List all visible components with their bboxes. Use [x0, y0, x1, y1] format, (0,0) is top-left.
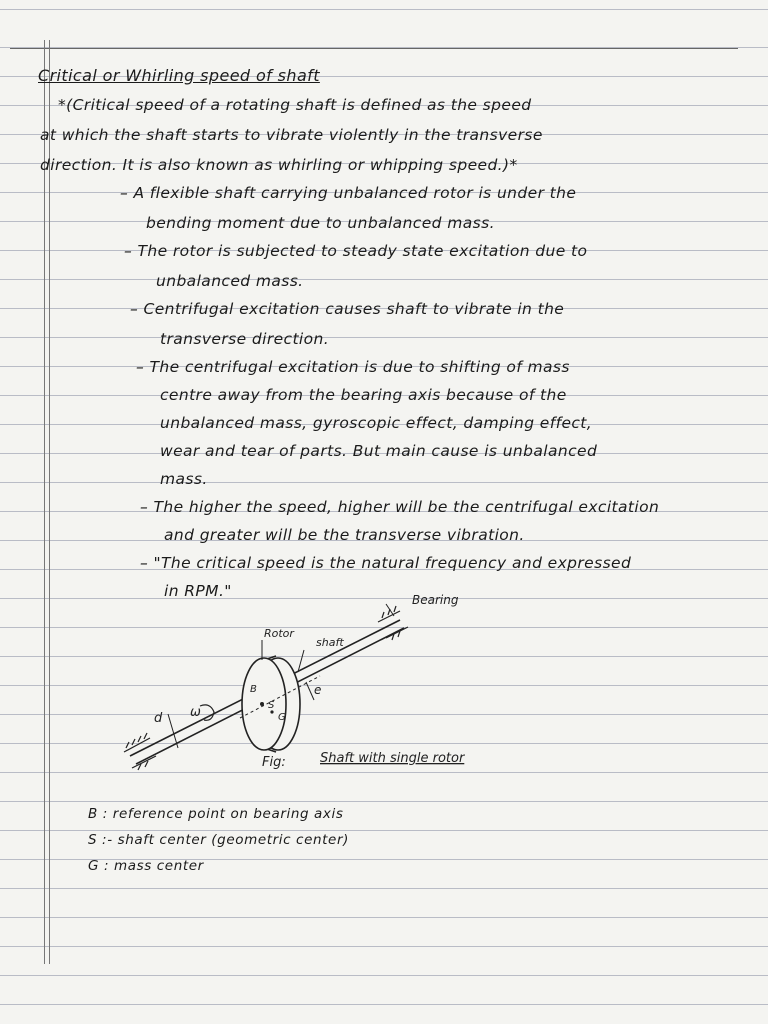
text-line: centre away from the bearing axis because of the [160, 386, 567, 404]
diameter-label: d [154, 711, 163, 726]
text-line: – "The critical speed is the natural frequency and expressed [140, 554, 632, 572]
point-b-label: B [250, 684, 257, 695]
legend-item-s: S :- shaft center (geometric center) [88, 832, 349, 848]
text-line: – A flexible shaft carrying unbalanced rotor is under the [120, 184, 577, 202]
rotor-label: Rotor [264, 627, 294, 640]
bearing-label: Bearing [412, 593, 459, 607]
eccentricity-label: e [314, 683, 322, 697]
text-line: and greater will be the transverse vibration. [164, 526, 525, 544]
text-line: in RPM." [164, 582, 232, 600]
text-line: – The higher the speed, higher will be the centrifugal excitation [140, 498, 660, 516]
text-line: bending moment due to unbalanced mass. [146, 214, 495, 232]
legend-item-b: B : reference point on bearing axis [88, 806, 344, 822]
text-line: mass. [160, 470, 208, 488]
text-line: *(Critical speed of a rotating shaft is defined as the speed [58, 96, 532, 114]
text-line: transverse direction. [160, 330, 330, 348]
text-line: – Centrifugal excitation causes shaft to vibrate in the [130, 300, 565, 318]
omega-label: ω [190, 705, 201, 720]
text-line: unbalanced mass. [156, 272, 304, 290]
legend-item-g: G : mass center [88, 858, 204, 874]
text-line: – The rotor is subjected to steady state excitation due to [124, 242, 588, 260]
figure-caption-prefix: Fig: [262, 755, 286, 770]
text-line: at which the shaft starts to vibrate violently in the transverse [40, 126, 543, 144]
text-line: – The centrifugal excitation is due to shifting of mass [136, 358, 570, 376]
text-line: wear and tear of parts. But main cause is unbalanced [160, 442, 598, 460]
figure-caption: Shaft with single rotor [320, 751, 465, 766]
point-s-label: S [268, 700, 275, 711]
page-title: Critical or Whirling speed of shaft [38, 66, 320, 85]
point-g-label: G [278, 712, 286, 723]
shaft-label: shaft [316, 636, 344, 649]
text-line: direction. It is also known as whirling or whipping speed.)* [40, 156, 518, 174]
text-line: unbalanced mass, gyroscopic effect, damping effect, [160, 414, 593, 432]
